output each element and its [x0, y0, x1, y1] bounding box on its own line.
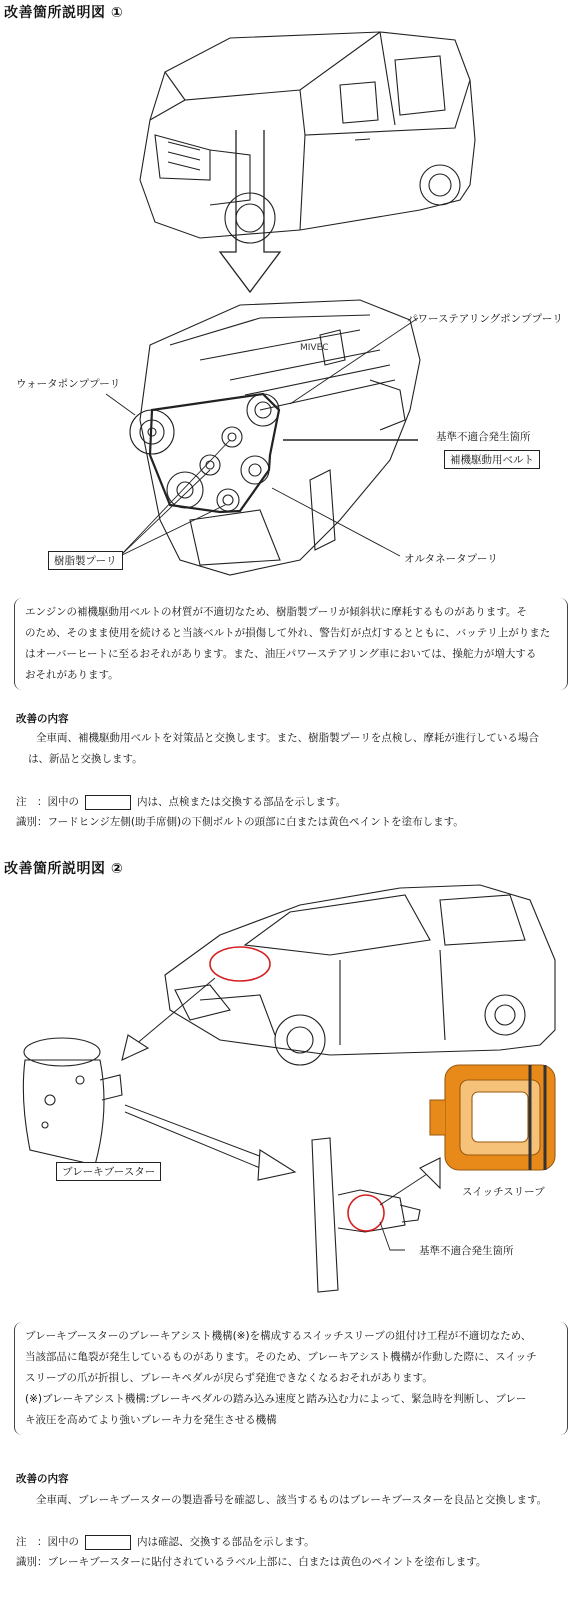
hood-highlight-ellipse [210, 947, 270, 981]
suv-outline [165, 885, 555, 1055]
section2-title: 改善箇所説明図 ② [4, 861, 124, 877]
switch-sleeve-illustration [430, 1065, 555, 1170]
sleeve-highlight-circle [348, 1195, 384, 1231]
section2-improvement-heading: 改善の内容 [16, 1473, 69, 1485]
section2-improvement [36, 1490, 566, 1511]
label-auxiliary-belt: 補機駆動用ベルト [444, 450, 540, 469]
section2-identification: 識別：ブレーキブースターに貼付されているラベル上部に、白または黄色のペイントを塗布します。 [16, 1556, 487, 1568]
label-water-pump-pulley: ウォータポンププーリ [16, 378, 121, 390]
desc2-line: キ液圧を高めてより強いブレーキ力を発生させる機構 [25, 1414, 277, 1426]
label-switch-sleeve: スイッチスリーブ [462, 1186, 545, 1198]
section1-description [14, 598, 568, 690]
brake-booster-shape [23, 1060, 104, 1165]
label-resin-pulley: 樹脂製プーリ [48, 551, 123, 570]
svg-text:MIVEC: MIVEC [300, 343, 329, 353]
section1-identification: 識別：フードヒンジ左側(助手席側)の下側ボルトの頭部に白または黄色ペイントを塗布します。 [16, 816, 464, 828]
label-power-steering-pulley: パワーステアリングポンププーリ [407, 313, 563, 325]
desc1-line: おそれがあります。 [25, 669, 119, 681]
note2-prefix: 注 ：図中の [16, 1536, 79, 1548]
section1-title: 改善箇所説明図 ① [4, 5, 124, 21]
note1-box-sample [85, 795, 131, 810]
desc1-line: のため、そのまま使用を続けると当該ベルトが損傷して外れ、警告灯が点灯するとともに、バッテリ上がりまた [25, 627, 551, 639]
section1-improvement-heading: 改善の内容 [16, 713, 69, 725]
desc1-line: エンジンの補機駆動用ベルトの材質が不適切なため、樹脂製プーリが傾斜状に摩耗するものがあります。そ [25, 606, 527, 618]
desc2-line: ブレーキブースターのブレーキアシスト機構(※)を構成するスイッチスリーブの組付け工程が不適切なため、 [25, 1330, 532, 1342]
improve1-line: は、新品と交換します。 [28, 753, 143, 765]
improve2-line: 全車両、ブレーキブースターの製造番号を確認し、該当するものはブレーキブースターを良品と交換します。 [36, 1494, 548, 1506]
desc1-line: はオーバーヒートに至るおそれがあります。また、油圧パワーステアリング車においては、操舵力が増大する [25, 648, 537, 660]
label-defect-location-2: 基準不適合発生箇所 [419, 1245, 514, 1257]
section1-illustration [0, 0, 585, 600]
arrow-van-to-engine [220, 130, 280, 292]
desc2-line: スリーブの爪が折損し、ブレーキペダルが戻らず発進できなくなるおそれがあります。 [25, 1372, 433, 1384]
desc2-line: (※)ブレーキアシスト機構:ブレーキペダルの踏み込み速度と踏み込む力によって、緊急時を判断し、ブレー [25, 1393, 527, 1405]
improve1-line: 全車両、補機駆動用ベルトを対策品と交換します。また、樹脂製プーリを点検し、摩耗が進行している場合 [36, 732, 539, 744]
belt-path [150, 394, 279, 512]
section2-note [16, 1534, 315, 1550]
label-defect-location-1: 基準不適合発生箇所 [436, 431, 531, 443]
section2-description [14, 1322, 568, 1435]
section1-note [16, 794, 346, 810]
label-alternator-pulley: オルタネータプーリ [404, 553, 498, 565]
label-brake-booster: ブレーキブースター [56, 1162, 161, 1181]
section1-improvement [28, 728, 566, 770]
note2-suffix: 内は確認、交換する部品を示します。 [137, 1536, 315, 1548]
note1-prefix: 注 ：図中の [16, 796, 79, 808]
note1-suffix: 内は、点検または交換する部品を示します。 [137, 796, 347, 808]
note2-box-sample [85, 1535, 131, 1550]
desc2-line: 当該部品に亀裂が発生しているものがあります。そのため、ブレーキアシスト機構が作動した際に、スイッチ [25, 1351, 537, 1363]
